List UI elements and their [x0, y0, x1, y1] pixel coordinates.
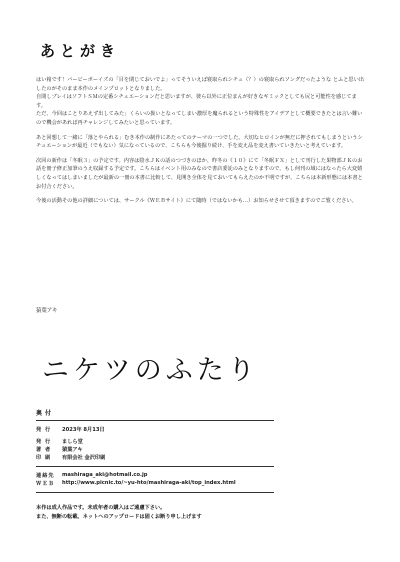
colophon-value: 猿葉アキ — [62, 447, 83, 453]
colophon-value: 有限会社 金沢印刷 — [62, 455, 106, 461]
colophon-value: ましら堂 — [62, 439, 83, 445]
colophon-value: 2023年 8月13日 — [62, 427, 105, 433]
afterword-paragraph: 次回の新作は「冬眠３」の予定です。内容は陰水ＪＫの話のつづきのほか、昨冬の《１０》にて「冬眠ＦＸ」として刊行した果物部ＪＫのお話を冊子修正加筆のうえ収録する予定です。こちらはイベント用のみなので書店委託のみとなりますので、もし何刊の域にはなったら大変嬉しくなってはしまいましたが最新の一冊の本書に比較して、見開き全体を見ておいてもらえたのか不明ですが、こちらは本新形態には本書とお付合ください。 — [36, 157, 363, 190]
colophon-row-web — [36, 480, 236, 487]
book-title: ニケツのふたり — [42, 355, 259, 386]
colophon-key: 著 者 — [36, 447, 52, 453]
colophon-key: 発 行 — [36, 427, 52, 433]
afterword-heading: あとがき — [40, 42, 121, 60]
colophon-row-date — [36, 426, 105, 433]
afterword-paragraph: あと回想して一緒に「落とやられる」むき本作の制作にあたってのテーマの一つでした。大切なヒロインが無だに押されてもしまうというシチュエーションが最近（でもない）気になっているので、こちらも今後掘り続け、手を変え品を変え書いていきたいと考えています。 — [36, 134, 363, 150]
afterword-author: 猿葉アキ — [36, 308, 58, 314]
divider — [36, 492, 274, 493]
colophon-key: ＷＥＢ — [36, 481, 55, 487]
colophon-key: 連絡先 — [36, 473, 55, 479]
divider — [36, 466, 274, 467]
afterword-body — [36, 76, 366, 212]
colophon-row-publisher — [36, 438, 83, 445]
afterword-paragraph: はい箱です！バービーボーイズの「目を閉じておいでよ」ってそういえば寝取られシチュ（？）の寝取られソングだったような とふと思い出したのがそのまま本作のメインプロットとなりました。 自閉しブレイはソフトＳＭの定番シチュエーションだと思いますが、彼ら以外に正位まんが好きなギミックとしても尻と可能性を感じてます。 ただ、今回はことりあえず出してみた」くらいの扱いとなってしまい濃厚を魔られるという特殊性をアイデアとして概要できたとは言い難いので機会があれば再チャレンジしてみたいと思っています。 — [36, 77, 364, 126]
colophon-row-contact — [36, 472, 148, 479]
afterword-paragraph: 今後の活動その他の詳細については、サークル《ＷＥＢサイト》にて随時（ではないかも…）お知らせさせて頂きますのでご覧ください。 — [36, 198, 357, 205]
adult-notice: 本作は成人作品です。未成年者の購入はご遠慮下さい。 また、無断の転載、ネットへのアップロードは固くお断り申し上げます — [36, 505, 202, 520]
colophon-row-printer — [36, 454, 105, 461]
colophon-row-author — [36, 446, 83, 453]
colophon-key: 発 行 — [36, 439, 52, 445]
colophon-key: 印 刷 — [36, 455, 52, 461]
divider — [36, 420, 274, 421]
colophon-label: 奥付 — [36, 410, 55, 417]
contact-email: mashiraga_aki@hotmail.co.jp — [62, 472, 148, 478]
web-url: http://www.picnic.to/~yu-hto/mashiraga-aki/top_index.html — [62, 480, 236, 486]
